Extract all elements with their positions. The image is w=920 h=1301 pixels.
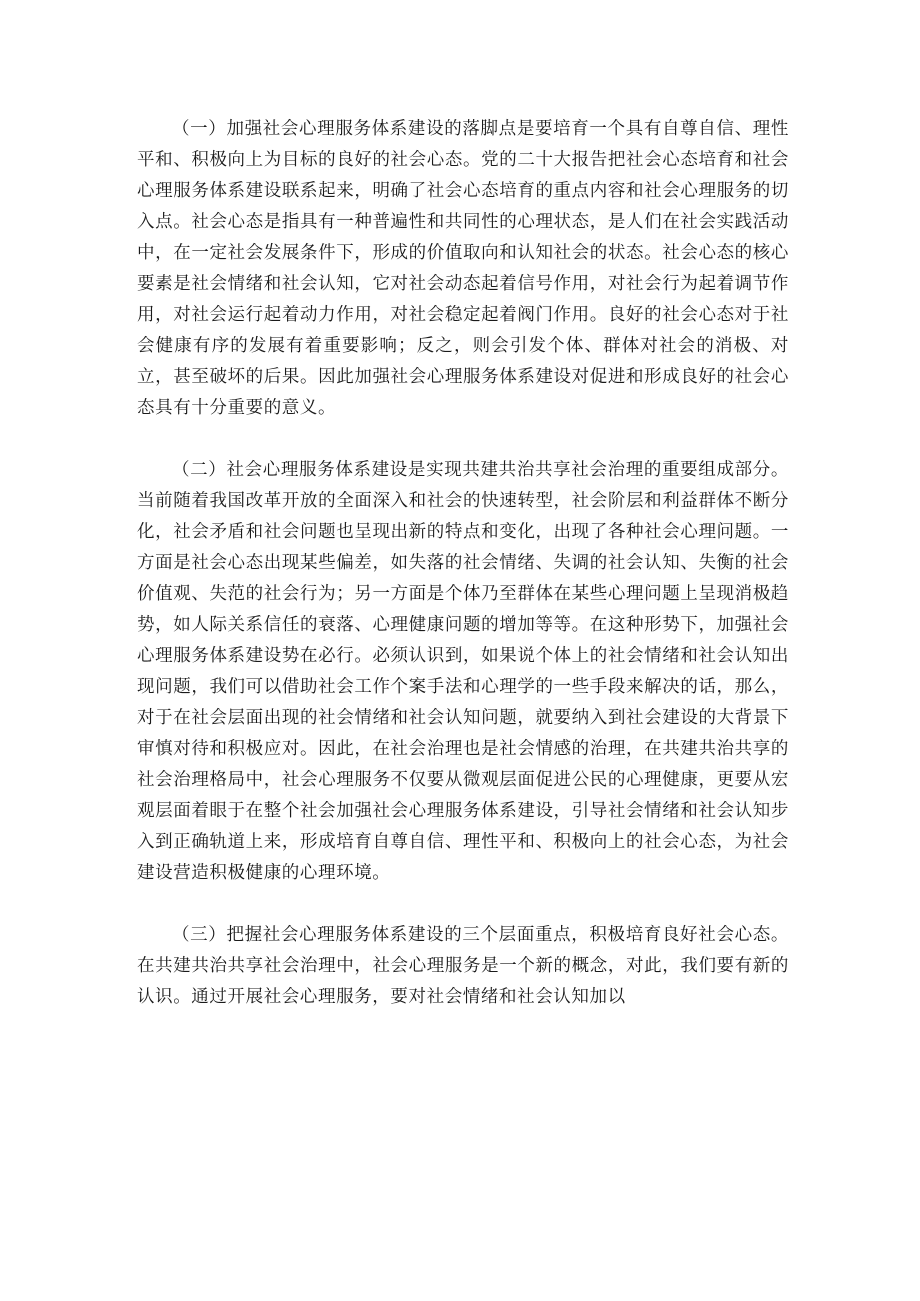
paragraph-1: （一）加强社会心理服务体系建设的落脚点是要培育一个具有自尊自信、理性平和、积极向上为目标的良好的社会心态。党的二十大报告把社会心态培育和社会心理服务体系建设联系起来，明确了社会心态培育的重点内容和社会心理服务的切入点。社会心态是指具有一种普遍性和共同性的心理状态，是人们在社会实践活动中，在一定社会发展条件下，形成的价值取向和认知社会的状态。社会心态的核心要素是社会情绪和社会认知，它对社会动态起着信号作用，对社会行为起着调节作用，对社会运行起着动力作用，对社会稳定起着阀门作用。良好的社会心态对于社会健康有序的发展有着重要影响；反之，则会引发个体、群体对社会的消极、对立，甚至破坏的后果。因此加强社会心理服务体系建设对促进和形成良好的社会心态具有十分重要的意义。 <box>137 119 789 418</box>
paragraph-2: （二）社会心理服务体系建设是实现共建共治共享社会治理的重要组成部分。当前随着我国改革开放的全面深入和社会的快速转型，社会阶层和利益群体不断分化，社会矛盾和社会问题也呈现出新的特点和变化，出现了各种社会心理问题。一方面是社会心态出现某些偏差，如失落的社会情绪、失调的社会认知、失衡的社会价值观、失范的社会行为；另一方面是个体乃至群体在某些心理问题上呈现消极趋势，如人际关系信任的衰落、心理健康问题的增加等等。在这种形势下，加强社会心理服务体系建设势在必行。必须认识到，如果说个体上的社会情绪和社会认知出现问题，我们可以借助社会工作个案手法和心理学的一些手段来解决的话，那么，对于在社会层面出现的社会情绪和社会认知问题，就要纳入到社会建设的大背景下审慎对待和积极应对。因此，在社会治理也是社会情感的治理，在共建共治共享的社会治理格局中，社会心理服务不仅要从微观层面促进公民的心理健康，更要从宏观层面着眼于在整个社会加强社会心理服务体系建设，引导社会情绪和社会认知步入到正确轨道上来，形成培育自尊自信、理性平和、积极向上的社会心态，为社会建设营造积极健康的心理环境。 <box>137 460 789 883</box>
document-body <box>137 114 789 1013</box>
paragraph-3: （三）把握社会心理服务体系建设的三个层面重点，积极培育良好社会心态。在共建共治共享社会治理中，社会心理服务是一个新的概念，对此，我们要有新的认识。通过开展社会心理服务，要对社会情绪和社会认知加以 <box>137 925 789 1007</box>
